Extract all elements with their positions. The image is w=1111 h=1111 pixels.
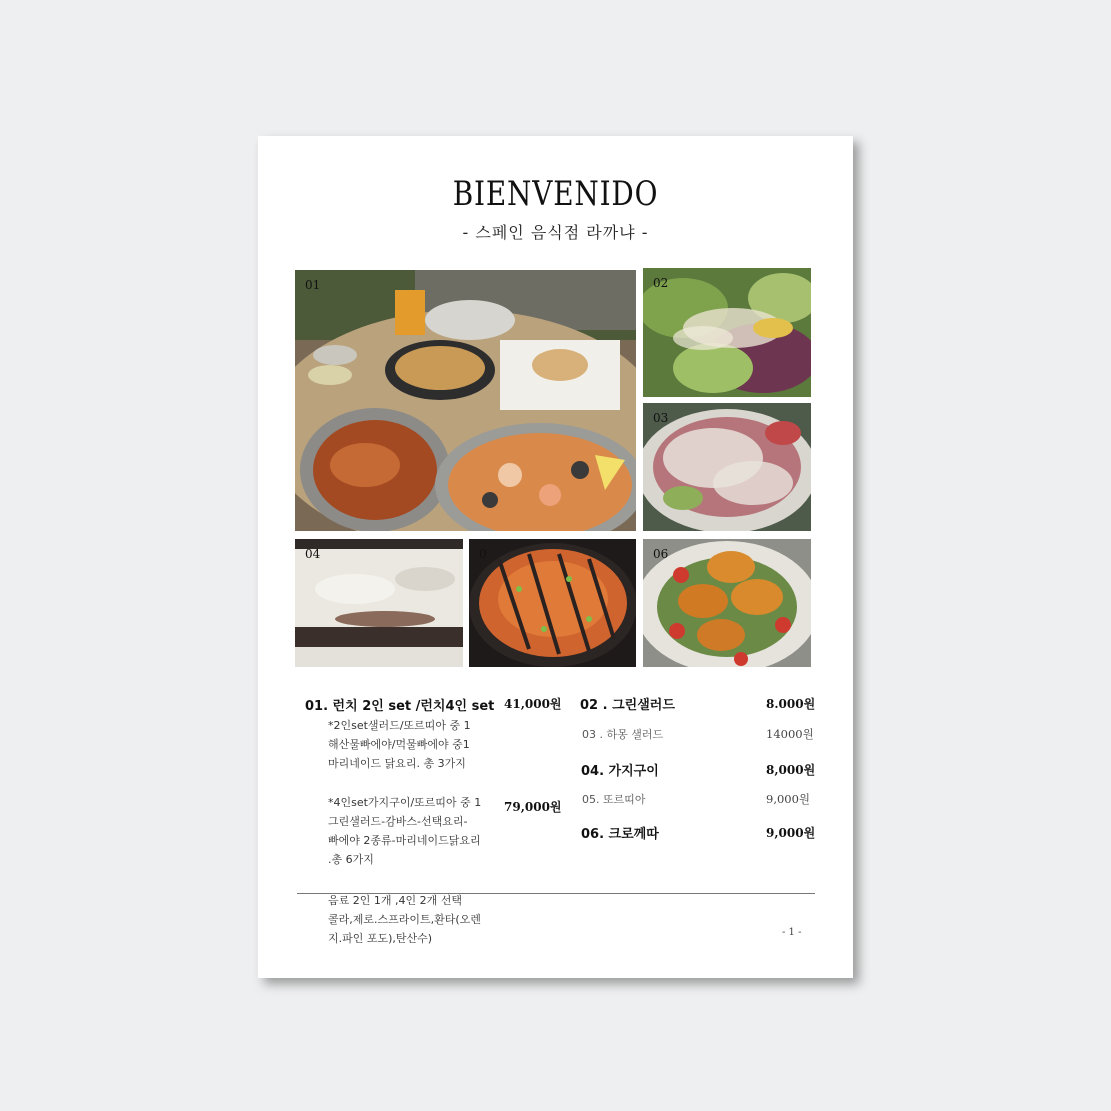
drinks-desc — [328, 891, 481, 948]
desc-line: *2인set샐러드/또르띠아 중 1 — [328, 719, 471, 732]
menu-item-croqueta: 06. 크로께따 — [581, 827, 659, 842]
divider-line — [297, 893, 815, 894]
desc-line: *4인set가지구이/또르띠아 중 1 — [328, 796, 482, 809]
lunch-set-price-2: 41,000원 — [504, 697, 562, 711]
desc-line: 해산물빠에야/먹물빠에야 중1 — [328, 738, 470, 751]
menu-item-jamon-salad: 03 . 하몽 샐러드 — [582, 728, 664, 741]
desc-line: .총 6가지 — [328, 853, 374, 866]
lunch-4-desc — [328, 793, 481, 869]
desc-line: 빠에야 2종류-마리네이드닭요리 — [328, 834, 481, 847]
photo-number: 04 — [305, 547, 321, 561]
menu-page — [258, 136, 853, 978]
menu-price-jamon-salad: 14000원 — [766, 727, 814, 741]
desc-line: 지.파인 포도),탄산수) — [328, 932, 433, 945]
photo-number: 0 — [479, 547, 487, 561]
photo-number: 03 — [653, 411, 669, 425]
desc-line: 음료 2인 1개 ,4인 2개 선택 — [328, 894, 462, 907]
lunch-set-price-4: 79,000원 — [504, 800, 562, 814]
tortilla-image — [469, 539, 636, 667]
page-number: - 1 - — [782, 927, 802, 938]
photo-number: 01 — [305, 278, 321, 292]
menu-price-tortilla: 9,000원 — [766, 792, 811, 806]
menu-price-croqueta: 9,000원 — [766, 826, 816, 840]
lunch-set-title: 01. 런치 2인 set /런치4인 set — [305, 699, 495, 714]
page-subtitle: - 스페인 음식점 라까냐 - — [462, 223, 649, 242]
desc-line: 마리네이드 닭요리. 총 3가지 — [328, 757, 466, 770]
photo-number: 02 — [653, 276, 669, 290]
menu-item-tortilla: 05. 또르띠아 — [582, 793, 646, 806]
menu-price-eggplant: 8,000원 — [766, 763, 816, 777]
photo-eggplant — [295, 539, 463, 667]
photo-tortilla — [469, 539, 636, 667]
photo-green-salad — [643, 268, 811, 397]
menu-item-eggplant: 04. 가지구이 — [581, 764, 659, 779]
photo-croquetas — [643, 539, 811, 667]
photo-paella-set — [295, 270, 636, 531]
desc-line: 그린샐러드-감바스-선택요리- — [328, 815, 468, 828]
desc-line: 콜라,제로.스프라이트,환타(오렌 — [328, 913, 481, 926]
menu-item-green-salad: 02 . 그린샐러드 — [580, 698, 675, 713]
photo-jamon-salad — [643, 403, 811, 531]
lunch-2-desc — [328, 716, 471, 773]
photo-number: 06 — [653, 547, 669, 561]
paella-set-image — [295, 270, 636, 531]
menu-price-green-salad: 8.000원 — [766, 697, 816, 711]
page-title: BIENVENIDO — [452, 174, 659, 214]
